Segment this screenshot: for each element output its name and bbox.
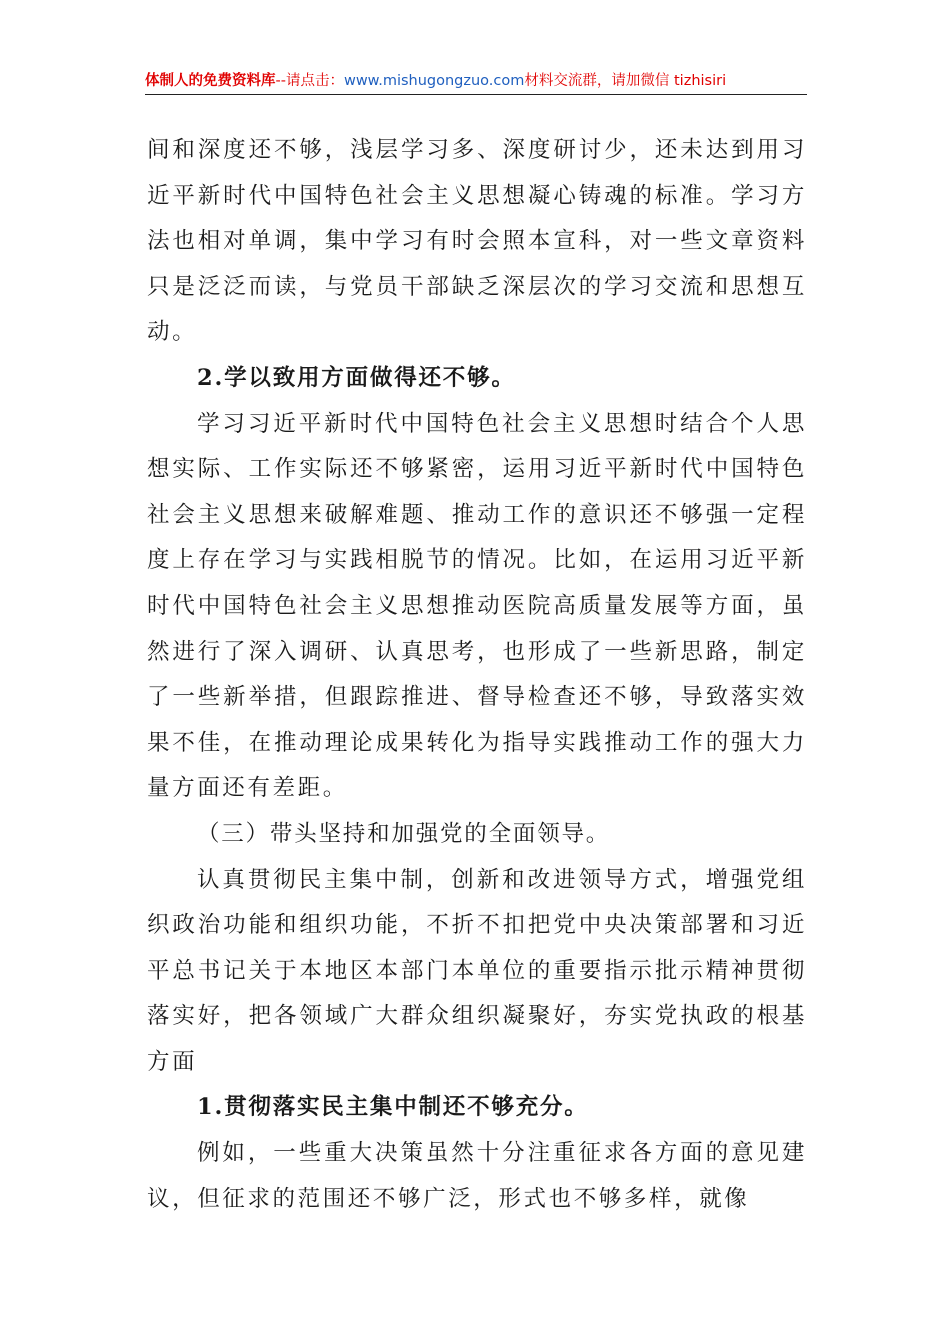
- header-wechat-note: 材料交流群，请加微信 tizhisiri: [524, 73, 727, 89]
- paragraph-4: 例如，一些重大决策虽然十分注重征求各方面的意见建议，但征求的范围还不够广泛，形式也不够多样，就像: [147, 1140, 807, 1212]
- document-body: [147, 128, 807, 1222]
- header-library-name: 体制人的免费资料库: [145, 73, 276, 89]
- heading-democratic-centralism: 1.贯彻落实民主集中制还不够充分。: [197, 1094, 589, 1121]
- heading-study-application: 2.学以致用方面做得还不够。: [197, 364, 516, 391]
- page-header: [145, 68, 807, 95]
- paragraph-2: 学习习近平新时代中国特色社会主义思想时结合个人思想实际、工作实际还不够紧密，运用习近平新时代中国特色社会主义思想来破解难题、推动工作的意识还不够强一定程度上存在学习与实践相脱节的情况。比如，在运用习近平新时代中国特色社会主义思想推动医院高质量发展等方面，虽然进行了深入调研、认真思考，也形成了一些新思路，制定了一些新举措，但跟踪推进、督导检查还不够，导致落实效果不佳，在推动理论成果转化为指导实践推动工作的强大力量方面还有差距。: [147, 410, 807, 802]
- paragraph-1: 间和深度还不够，浅层学习多、深度研讨少，还未达到用习近平新时代中国特色社会主义思想凝心铸魂的标准。学习方法也相对单调，集中学习有时会照本宣科，对一些文章资料只是泛泛而读，与党员干部缺乏深层次的学习交流和思想互动。: [147, 137, 807, 346]
- paragraph-3: 认真贯彻民主集中制，创新和改进领导方式，增强党组织政治功能和组织功能，不折不扣把党中央决策部署和习近平总书记关于本地区本部门本单位的重要指示批示精神贯彻落实好，把各领域广大群众组织凝聚好，夯实党执政的根基方面: [147, 866, 807, 1075]
- header-click-prompt: --请点击：: [275, 73, 344, 89]
- section-heading-3: （三）带头坚持和加强党的全面领导。: [197, 820, 611, 847]
- header-url-link[interactable]: www.mishugongzuo.com: [343, 73, 525, 89]
